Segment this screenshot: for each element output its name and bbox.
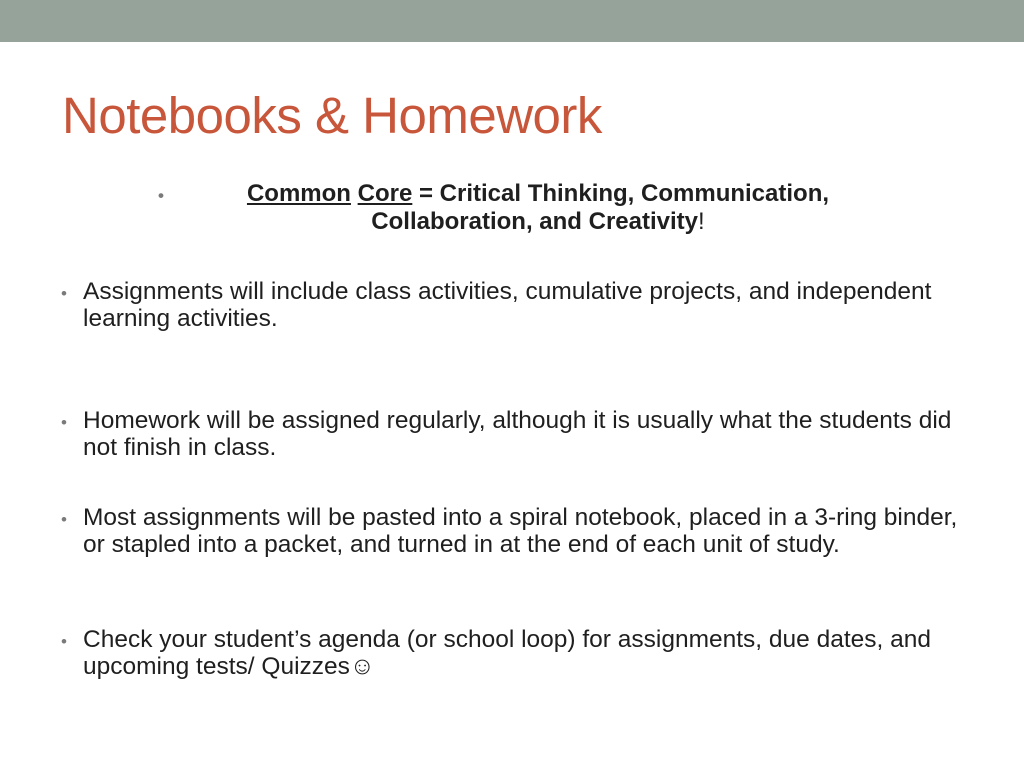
top-band [0, 0, 1024, 42]
bullet-agenda [61, 626, 983, 680]
bullet-dot: • [61, 510, 67, 529]
bullet-notebook [61, 504, 978, 558]
exclamation-mark: ! [698, 208, 705, 235]
bullet-text: Assignments will include class activities, cumulative projects, and independent learning activities. [83, 278, 932, 332]
bullet-dot: • [158, 186, 164, 205]
bullet-text: Homework will be assigned regularly, although it is usually what the students did not finish in class. [83, 407, 952, 461]
bullet-common-core [158, 180, 898, 236]
bullet-text: Most assignments will be pasted into a spiral notebook, placed in a 3-ring binder, or stapled into a packet, and turned in at the end of each unit of study. [83, 504, 958, 558]
term-common: Common [246, 180, 351, 207]
slide-title: Notebooks & Homework [62, 87, 602, 144]
bullet-assignments [61, 278, 983, 332]
bullet-dot: • [61, 413, 67, 432]
bullet-text: Check your student’s agenda (or school loop) for assignments, due dates, and upcoming tests/ Quizzes☺ [83, 626, 932, 680]
term-core: Core [357, 180, 413, 207]
bullet-dot: • [61, 284, 67, 303]
bullet-homework [61, 407, 983, 461]
bullet-dot: • [61, 632, 67, 651]
common-core-definition: = Critical Thinking, Communication, Collaboration, and Creativity [371, 180, 830, 235]
